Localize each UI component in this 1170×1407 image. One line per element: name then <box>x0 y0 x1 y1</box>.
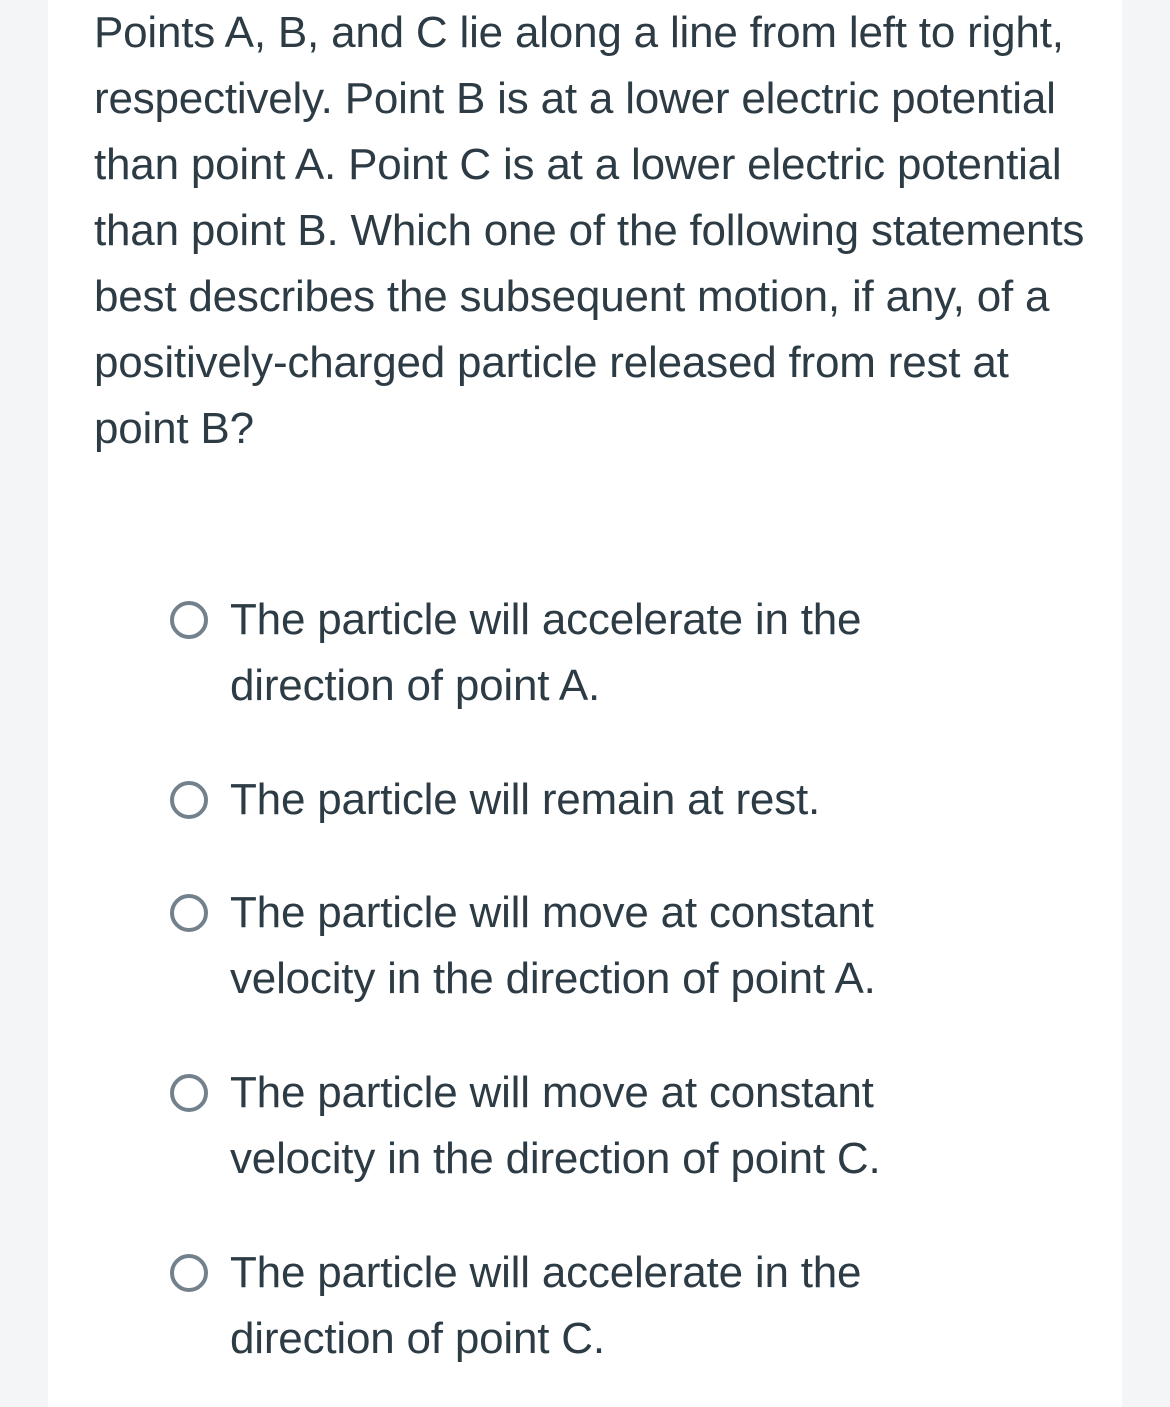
answer-option-1[interactable] <box>170 587 950 719</box>
answer-label: The particle will accelerate in the direction of point C. <box>230 1248 862 1363</box>
radio-unselected-icon[interactable] <box>170 894 208 932</box>
question-card <box>48 0 1122 1407</box>
answer-option-4[interactable] <box>170 1060 950 1192</box>
answer-option-5[interactable] <box>170 1240 950 1372</box>
question-text: Points A, B, and C lie along a line from left to right, respectively. Point B is at a lower electric potential than point A. Point C is at a lower electric potential than point B. Which one of the following statements best describes the subsequent motion, if any, of a positively-charged particle released from rest at point B? <box>94 8 1085 453</box>
answer-option-3[interactable] <box>170 880 950 1012</box>
radio-unselected-icon[interactable] <box>170 781 208 819</box>
radio-unselected-icon[interactable] <box>170 1254 208 1292</box>
radio-unselected-icon[interactable] <box>170 601 208 639</box>
answer-label: The particle will move at constant velocity in the direction of point C. <box>230 1068 881 1183</box>
answer-label: The particle will accelerate in the direction of point A. <box>230 595 862 710</box>
radio-unselected-icon[interactable] <box>170 1074 208 1112</box>
answer-label: The particle will remain at rest. <box>230 775 821 824</box>
answer-label: The particle will move at constant velocity in the direction of point A. <box>230 888 876 1003</box>
answer-option-2[interactable] <box>170 767 950 833</box>
